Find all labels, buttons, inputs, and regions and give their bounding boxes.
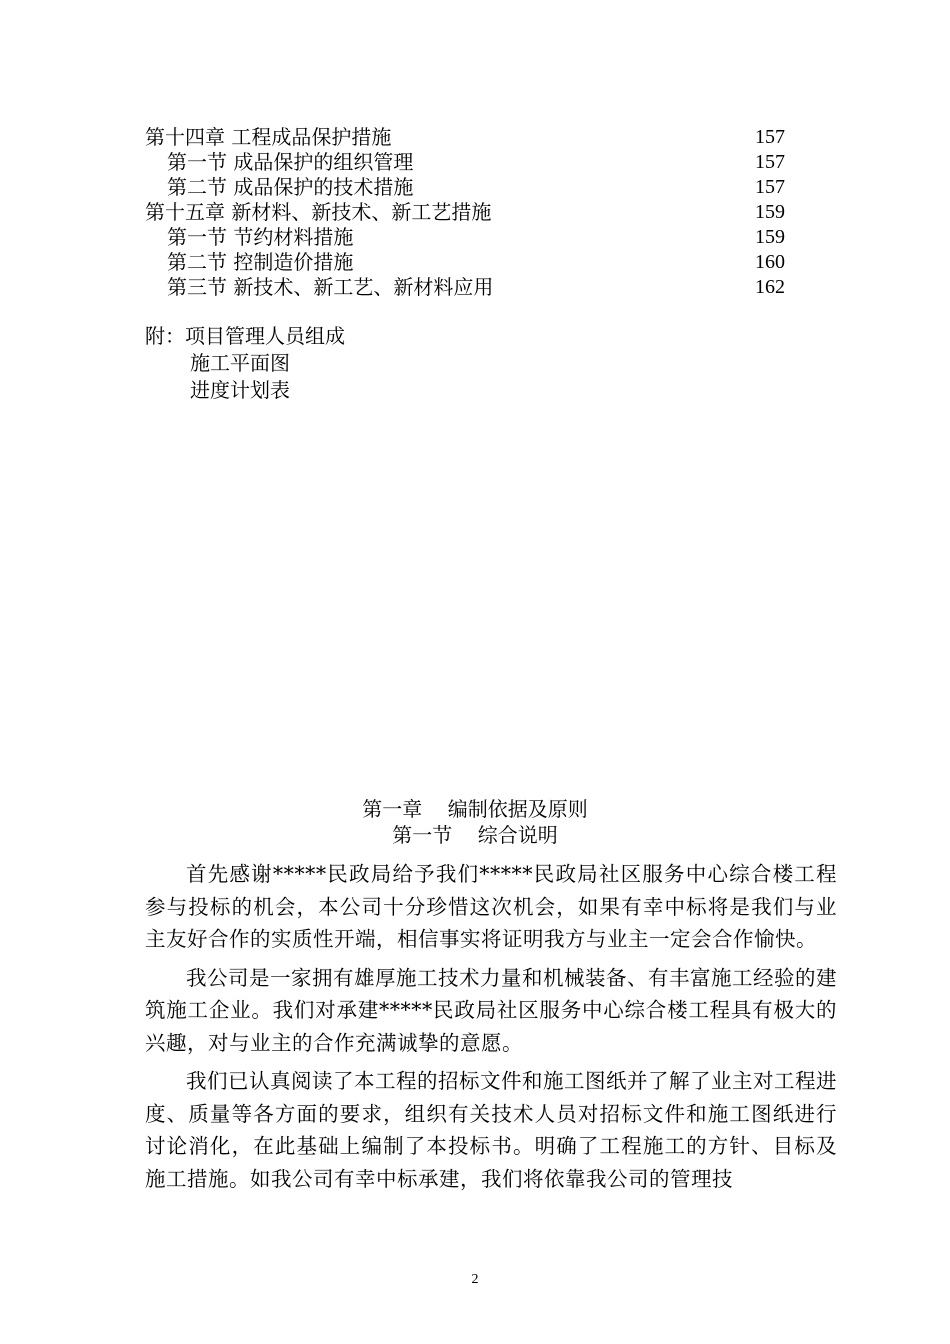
toc-entry-chapter-15 — [145, 200, 785, 225]
toc-entry-section — [145, 150, 785, 175]
toc-entry-label: 第一节 节约材料措施 — [167, 225, 354, 249]
paragraph: 首先感谢*****民政局给予我们*****民政局社区服务中心综合楼工程参与投标的机会，本公司十分珍惜这次机会，如果有幸中标将是我们与业主友好合作的实质性开端，相信事实将证明我方与业主一定会合作愉快。 — [145, 862, 837, 951]
toc-entry-section — [145, 275, 785, 300]
page-number: 2 — [471, 1272, 479, 1287]
appendix-list — [145, 323, 345, 404]
toc-entry-section — [145, 225, 785, 250]
appendix-title: 附：项目管理人员组成 — [145, 324, 345, 348]
toc-entry-section — [145, 175, 785, 200]
toc-entry-section — [145, 250, 785, 275]
toc-entry-label: 第一节 成品保护的组织管理 — [167, 150, 414, 174]
body-text — [145, 858, 837, 1201]
toc-entry-page: 157 — [755, 126, 785, 148]
toc-entry-label: 第二节 成品保护的技术措施 — [167, 175, 414, 199]
appendix-item: 进度计划表 — [190, 378, 290, 402]
chapter-title: 第一章 编制依据及原则 — [362, 797, 588, 821]
toc-entry-page: 162 — [755, 276, 785, 298]
toc-entry-page: 159 — [755, 226, 785, 248]
toc-entry-page: 160 — [755, 251, 785, 273]
toc-entry-page: 157 — [755, 151, 785, 173]
toc-entry-page: 157 — [755, 176, 785, 198]
paragraph: 我公司是一家拥有雄厚施工技术力量和机械装备、有丰富施工经验的建筑施工企业。我们对承建*****民政局社区服务中心综合楼工程具有极大的兴趣，对与业主的合作充满诚挚的意愿。 — [145, 965, 837, 1055]
toc-entry-label: 第十五章 新材料、新技术、新工艺措施 — [145, 200, 492, 224]
section-title: 第一节 综合说明 — [392, 823, 558, 847]
table-of-contents — [145, 125, 785, 300]
toc-entry-label: 第三节 新技术、新工艺、新材料应用 — [167, 275, 494, 299]
toc-entry-chapter-14 — [145, 125, 785, 150]
toc-entry-page: 159 — [755, 201, 785, 223]
appendix-item: 施工平面图 — [190, 351, 290, 375]
toc-entry-label: 第十四章 工程成品保护措施 — [145, 125, 392, 149]
toc-entry-label: 第二节 控制造价措施 — [167, 250, 354, 274]
paragraph: 我们已认真阅读了本工程的招标文件和施工图纸并了解了业主对工程进度、质量等各方面的要求，组织有关技术人员对招标文件和施工图纸进行讨论消化，在此基础上编制了本投标书。明确了工程施工的方针、目标及施工措施。如我公司有幸中标承建，我们将依靠我公司的管理技 — [145, 1069, 837, 1191]
